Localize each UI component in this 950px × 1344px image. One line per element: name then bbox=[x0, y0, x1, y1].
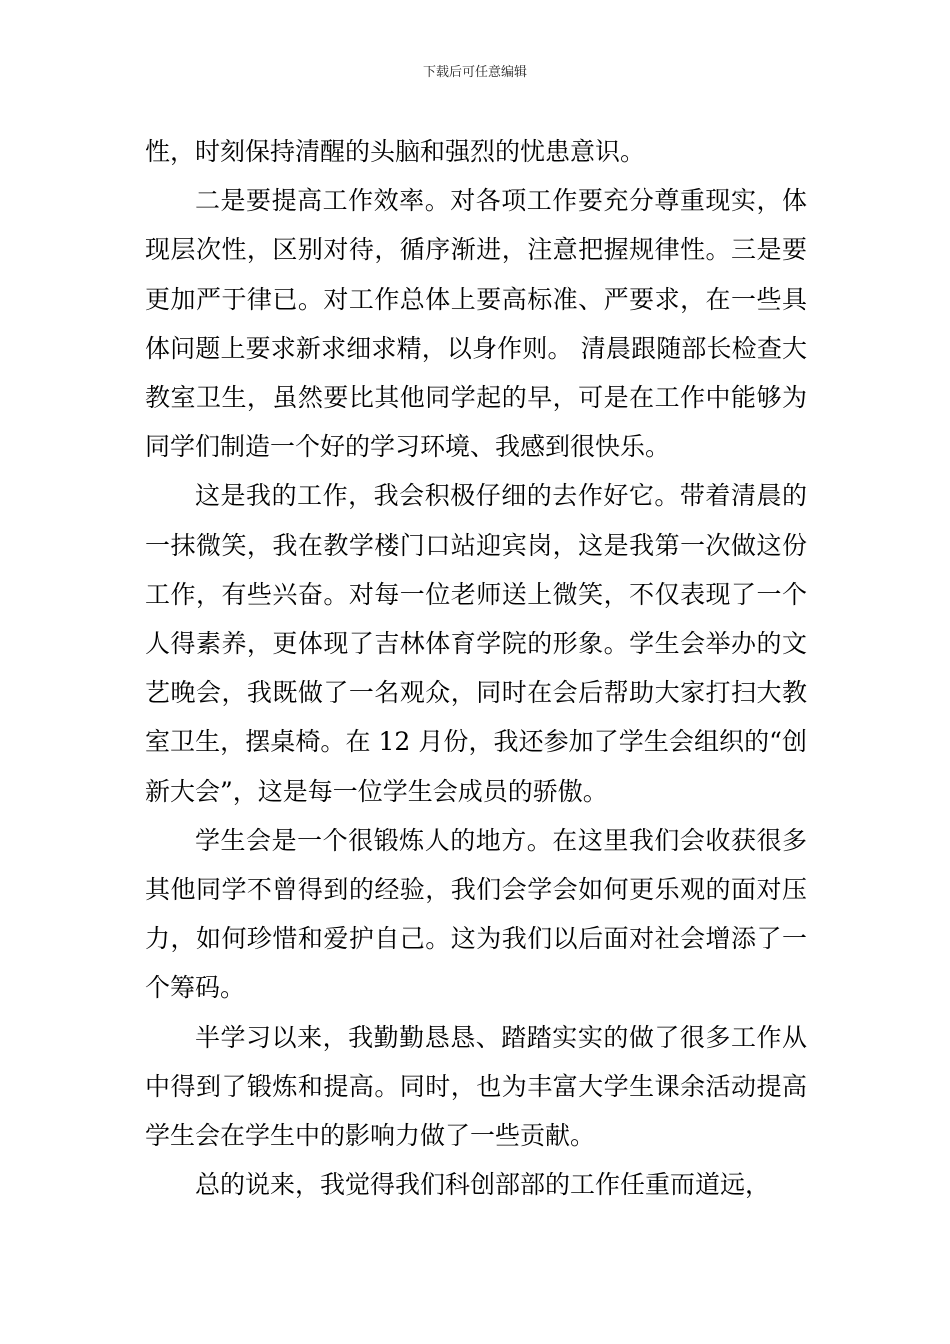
paragraph-6: 总的说来，我觉得我们科创部部的工作任重而道远， bbox=[195, 1170, 771, 1200]
paragraph-1: 性，时刻保持清醒的头脑和强烈的忧患意识。 bbox=[145, 137, 646, 166]
page-header: 下载后可任意编辑 bbox=[422, 65, 527, 80]
document-body bbox=[145, 127, 807, 1209]
paragraph-4: 学生会是一个很锻炼人的地方。在这里我们会收获很多其他同学不曾得到的经验，我们会学会如何更乐观的面对压力，如何珍惜和爱护自己。这为我们以后面对社会增添了一个筹码。 bbox=[145, 825, 807, 1003]
paragraph-2: 二是要提高工作效率。对各项工作要充分尊重现实，体现层次性，区别对待，循序渐进，注意把握规律性。三是要更加严于律已。对工作总体上要高标准、严要求，在一些具体问题上要求新求细求精，以身作则。 清晨跟随部长检查大教室卫生，虽然要比其他同学起的早，可是在工作中能够为同学们制造一个好的学习环境、我感到很快乐。 bbox=[145, 186, 807, 462]
paragraph-3: 这是我的工作，我会积极仔细的去作好它。带着清晨的一抹微笑，我在教学楼门口站迎宾岗，这是我第一次做这份工作，有些兴奋。对每一位老师送上微笑，不仅表现了一个人得素养，更体现了吉林体育学院的形象。学生会举办的文艺晚会，我既做了一名观众，同时在会后帮助大家打扫大教室卫生，摆桌椅。在 12 月份，我还参加了学生会组织的“创新大会”，这是每一位学生会成员的骄傲。 bbox=[145, 481, 807, 806]
paragraph-5: 半学习以来，我勤勤恳恳、踏踏实实的做了很多工作从中得到了锻炼和提高。同时，也为丰富大学生课余活动提高学生会在学生中的影响力做了一些贡献。 bbox=[145, 1022, 807, 1151]
